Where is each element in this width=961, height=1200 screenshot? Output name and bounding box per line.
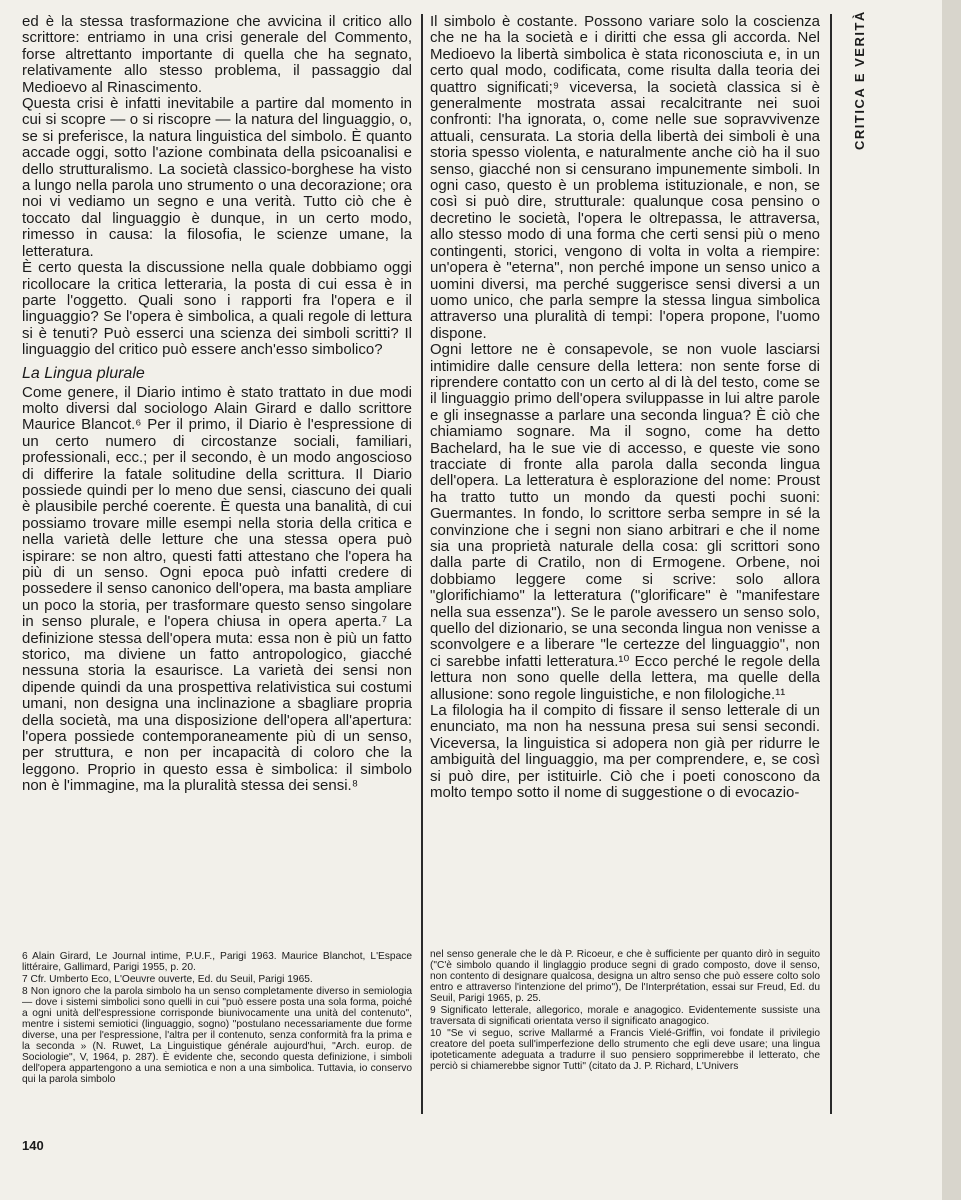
page-number: 140 [22, 1138, 44, 1153]
footnote: 7 Cfr. Umberto Eco, L'Oeuvre ouverte, Ed. du Seuil, Parigi 1965. [22, 974, 313, 985]
paragraph: Come genere, il Diario intimo è stato trattato in due modi molto diversi dal sociologo Alain Girard e dallo scrittore Maurice Blancot.⁶ Per il primo, il Diario è l'espressione di un certo numero di circostanze sociali, familiari, professionali, ecc.; per il secondo, è un modo angoscioso di differire la fatale solitudine della scrittura. Il Diario possiede quindi per lo meno due sensi, ciascuno dei quali è plausibile perché coerente. È questa una banalità, di cui possiamo trovare mille esempi nella storia della critica e nella varietà delle letture che una stessa opera può ispirare: se non altro, questi fatti attestano che l'opera ha più di un senso. Ogni epoca può infatti credere di possedere il senso canonico dell'opera, ma basta ampliare un poco la storia, per trasformare questo senso singolare in senso plurale, e l'opera chiusa in opera aperta.⁷ La definizione stessa dell'opera muta: essa non è più un fatto storico, ma diviene un fatto antropologico, giacché nessuna storia la esaurisce. La varietà dei sensi non dipende quindi da una prospettiva relativistica sui costumi umani, non designa una inclinazione a sbagliare propria della società, ma una disposizione dell'opera all'apertura: l'opera possiede contemporaneamente più di un senso, per struttura, e non per incapacità di coloro che la leggono. Proprio in questo essa è simbolica: il simbolo non è l'immagine, ma la pluralità stessa dei sensi.⁸ [22, 383, 412, 795]
footnote: 8 Non ignoro che la parola simbolo ha un senso completamente diverso in semiologia — dove i sistemi simbolici sono quelli in cui "può essere posta una sola forma, poiché a ogni unità dell'espressione corrisponde biunivocamente una unità del contenuto", mentre i sistemi semiotici (linguaggio, sogno) "postulano necessariamente due forme diverse, una per l'espressione, l'altra per il contenuto, senza conformità fra la prima e la seconda » (N. Ruwet, La Linguistique générale aujourd'hui, "Arch. europ. de Sociologie", V, 1964, p. 287). È evidente che, secondo questa definizione, i simboli dell'opera appartengono a una semiotica e non a una simbolica. Tuttavia, io conservo qui la parola simbolo [22, 986, 412, 1085]
margin-divider [830, 14, 832, 1114]
paragraph: Questa crisi è infatti inevitabile a partire dal momento in cui si scopre — o si riscopre — la natura del linguaggio, o, se si preferisce, la natura linguistica del simbolo. È quanto accade oggi, sotto l'azione combinata della psicoanalisi e dello strutturalismo. La società classico-borghese ha visto a lungo nella parola uno strumento o una decorazione; ora noi vi vediamo un segno e una verità. Tutto ciò che è toccato dal linguaggio è dunque, in un certo modo, rimesso in causa: la filosofia, le scienze umane, la letteratura. [22, 95, 412, 260]
right-column [430, 14, 820, 802]
footnote: 10 "Se vi seguo, scrive Mallarmé a Francis Vielé-Griffin, voi fondate il privilegio creatore del poeta sull'imperfezione dello strumento che egli deve usare; una lingua ipoteticamente adeguata a tradurre il suo pensiero sopprimerebbe il letterato, che perciò si chiamerebbe signor Tutti" (citato da J. P. Richard, L'Univers [430, 1028, 820, 1072]
paragraph: La filologia ha il compito di fissare il senso letterale di un enunciato, ma non ha nessuna presa sui sensi secondi. Viceversa, la linguistica si adopera non già per ridurre le ambiguità del linguaggio, ma per comprendere, e, se così si può dire, per istituirle. Ciò che i poeti conoscono da molto tempo sotto il nome di suggestione o di evocazio- [430, 702, 820, 802]
section-subheading: La Lingua plurale [22, 364, 145, 382]
running-section-title: CRITICA E VERITÀ [852, 10, 867, 150]
footnote: nel senso generale che le dà P. Ricoeur, e che è sufficiente per quanto dirò in seguito ("C'è simbolo quando il linglaggio produce segni di grado composto, dove il senso, non contento di designare qualcosa, designa un altro senso che può essere colto solo entro e attraverso l'intenzione del primo"), De l'Interprétation, essai sur Freud, Ed. du Seuil, Parigi 1965, p. 25. [430, 949, 820, 1004]
paragraph: Ogni lettore ne è consapevole, se non vuole lasciarsi intimidire dalle censure della lettera: non sente forse di riprendere contatto con un certo al di là del testo, come se il linguaggio primo dell'opera sviluppasse in lui altre parole e gli insegnasse a parlare una seconda lingua? È ciò che chiamiamo sognare. Ma il sogno, come ha detto Bachelard, ha le sue vie di accesso, e queste vie sono tracciate di fronte alla parola dalla seconda lingua dell'opera. La letteratura è esplorazione del nome: Proust ha tratto tutto un mondo da questi pochi suoni: Guermantes. In fondo, lo scrittore serba sempre in sé la convinzione che i segni non siano arbitrari e che il nome sia una proprietà naturale della cosa: gli scrittori sono dalla parte di Cratilo, non di Ermogene. Orbene, noi dobbiamo leggere come si scrive: solo allora "glorifichiamo" la letteratura ("glorificare" è "manifestare nella sua essenza"). Se le parole avessero un senso solo, quello del dizionario, se una seconda lingua non venisse a sconvolgere e a liberare "le certezze del linguaggio", non ci sarebbe infatti letteratura.¹⁰ Ecco perché le regole della lettura non sono quelle della lettera, ma quelle della allusione: sono regole linguistiche, e non filologiche.¹¹ [430, 341, 820, 703]
footnotes-right [430, 949, 820, 1073]
left-column [22, 14, 412, 795]
paragraph: ed è la stessa trasformazione che avvicina il critico allo scrittore: entriamo in una crisi generale del Commento, forse altrettanto importante di quella che ha segnato, relativamente allo stesso problema, il passaggio dal Medioevo al Rinascimento. [22, 13, 412, 96]
footnote: 9 Significato letterale, allegorico, morale e anagogico. Evidentemente sussiste una traversata di significati orientata verso il significato anagogico. [430, 1005, 820, 1027]
page-edge [942, 0, 961, 1200]
column-divider [421, 14, 423, 1114]
paragraph: È certo questa la discussione nella quale dobbiamo oggi ricollocare la critica letteraria, la posta di cui essa è in parte l'oggetto. Quali sono i rapporti fra l'opera e il linguaggio? Se l'opera è simbolica, a quali regole di lettura si è tenuti? Può esserci una scienza dei simboli scritti? Il linguaggio del critico può essere anch'esso simbolico? [22, 259, 412, 359]
paragraph: Il simbolo è costante. Possono variare solo la coscienza che ne ha la società e i diritti che essa gli accorda. Nel Medioevo la libertà simbolica è stata riconosciuta e, in un certo qual modo, codificata, come risulta dalla teoria dei quattro significati;⁹ viceversa, la società classica si è generalmente mostrata assai recalcitrante nei suoi confronti: l'ha ignorata, o, come nelle sue sopravvivenze attuali, censurata. La storia della libertà dei simboli è una storia spesso violenta, e naturalmente anche ciò ha il suo senso, giacché non si censurano impunemente simboli. In ogni caso, questo è un problema istituzionale, e non, se così si può dire, strutturale: qualunque cosa pensino o decretino le società, l'opera le oltrepassa, le attraversa, allo stesso modo di una forma che certi sensi più o meno contingenti, storici, vengono di volta in volta a riempire: un'opera è "eterna", non perché impone un senso unico a uomini diversi, ma perché suggerisce sensi diversi a un uomo unico, che parla sempre la stessa lingua simbolica attraverso una pluralità di tempi: l'opera propone, l'uomo dispone. [430, 13, 820, 342]
footnote: 6 Alain Girard, Le Journal intime, P.U.F., Parigi 1963. Maurice Blanchot, L'Espace littéraire, Gallimard, Parigi 1955, p. 20. [22, 951, 412, 973]
footnotes-left [22, 951, 412, 1086]
